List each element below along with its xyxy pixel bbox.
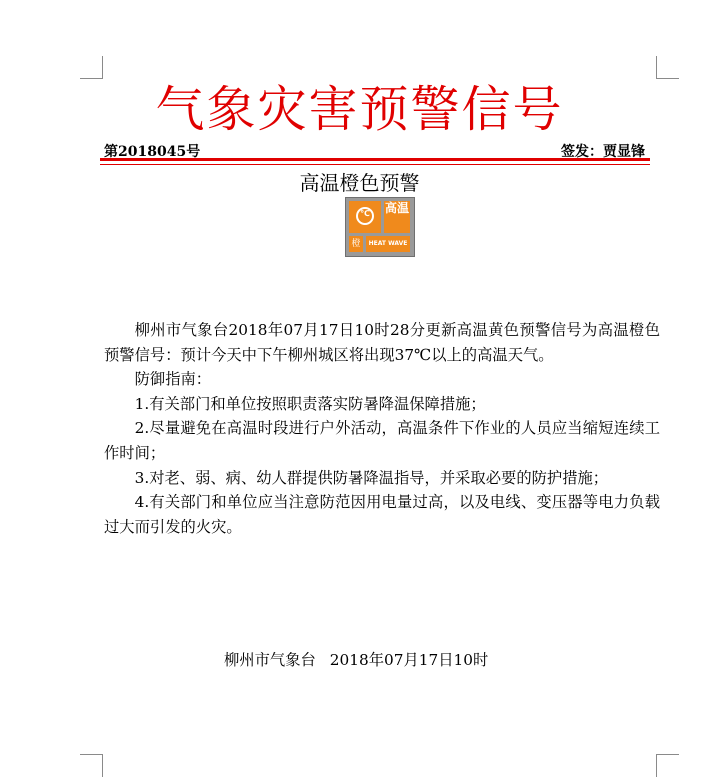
document-signer: 签发：贾显锋 — [561, 144, 645, 160]
sun-thermometer-icon — [349, 201, 381, 233]
document-header-title: 气象灾害预警信号 — [155, 81, 564, 138]
page-corner-mark-top-right — [656, 56, 679, 79]
guide-item: 1.有关部门和单位按照职责落实防暑降温保障措施； — [134, 394, 486, 413]
icon-chinese-label: 高温 — [384, 201, 410, 233]
footer-datetime: 2018年07月17日10时 — [329, 651, 489, 669]
page-corner-mark-top-left — [80, 56, 103, 79]
heat-wave-orange-icon — [345, 197, 415, 257]
page-corner-mark-bottom-right — [656, 754, 679, 777]
intro-paragraph: 柳州市气象台2018年07月17日10时28分更新高温黄色预警信号为高温橙色预警信号：预计今天中下午柳州城区将出现37℃以上的高温天气。 — [104, 321, 660, 364]
page-corner-mark-bottom-left — [80, 754, 103, 777]
header-divider-thick — [100, 158, 650, 161]
guide-item: 2.尽量避免在高温时段进行户外活动，高温条件下作业的人员应当缩短连续工作时间； — [104, 419, 660, 462]
icon-english-label: HEAT WAVE — [366, 236, 410, 252]
document-number: 第2018045号 — [104, 144, 201, 160]
icon-degree-text: ℃ — [360, 209, 370, 218]
footer-issuer: 柳州市气象台 — [224, 651, 316, 669]
guide-item: 4.有关部门和单位应当注意防范因用电量过高，以及电线、变压器等电力负载过大而引发的火灾。 — [104, 493, 660, 536]
guide-heading: 防御指南： — [134, 370, 212, 389]
document-body — [104, 318, 660, 539]
icon-level-label: 橙 — [349, 236, 363, 252]
document-footer — [224, 648, 488, 672]
guide-item: 3.对老、弱、病、幼人群提供防暑降温指导，并采取必要的防护措施； — [134, 468, 609, 487]
warning-title: 高温橙色预警 — [299, 171, 420, 195]
header-divider-thin — [100, 164, 650, 165]
